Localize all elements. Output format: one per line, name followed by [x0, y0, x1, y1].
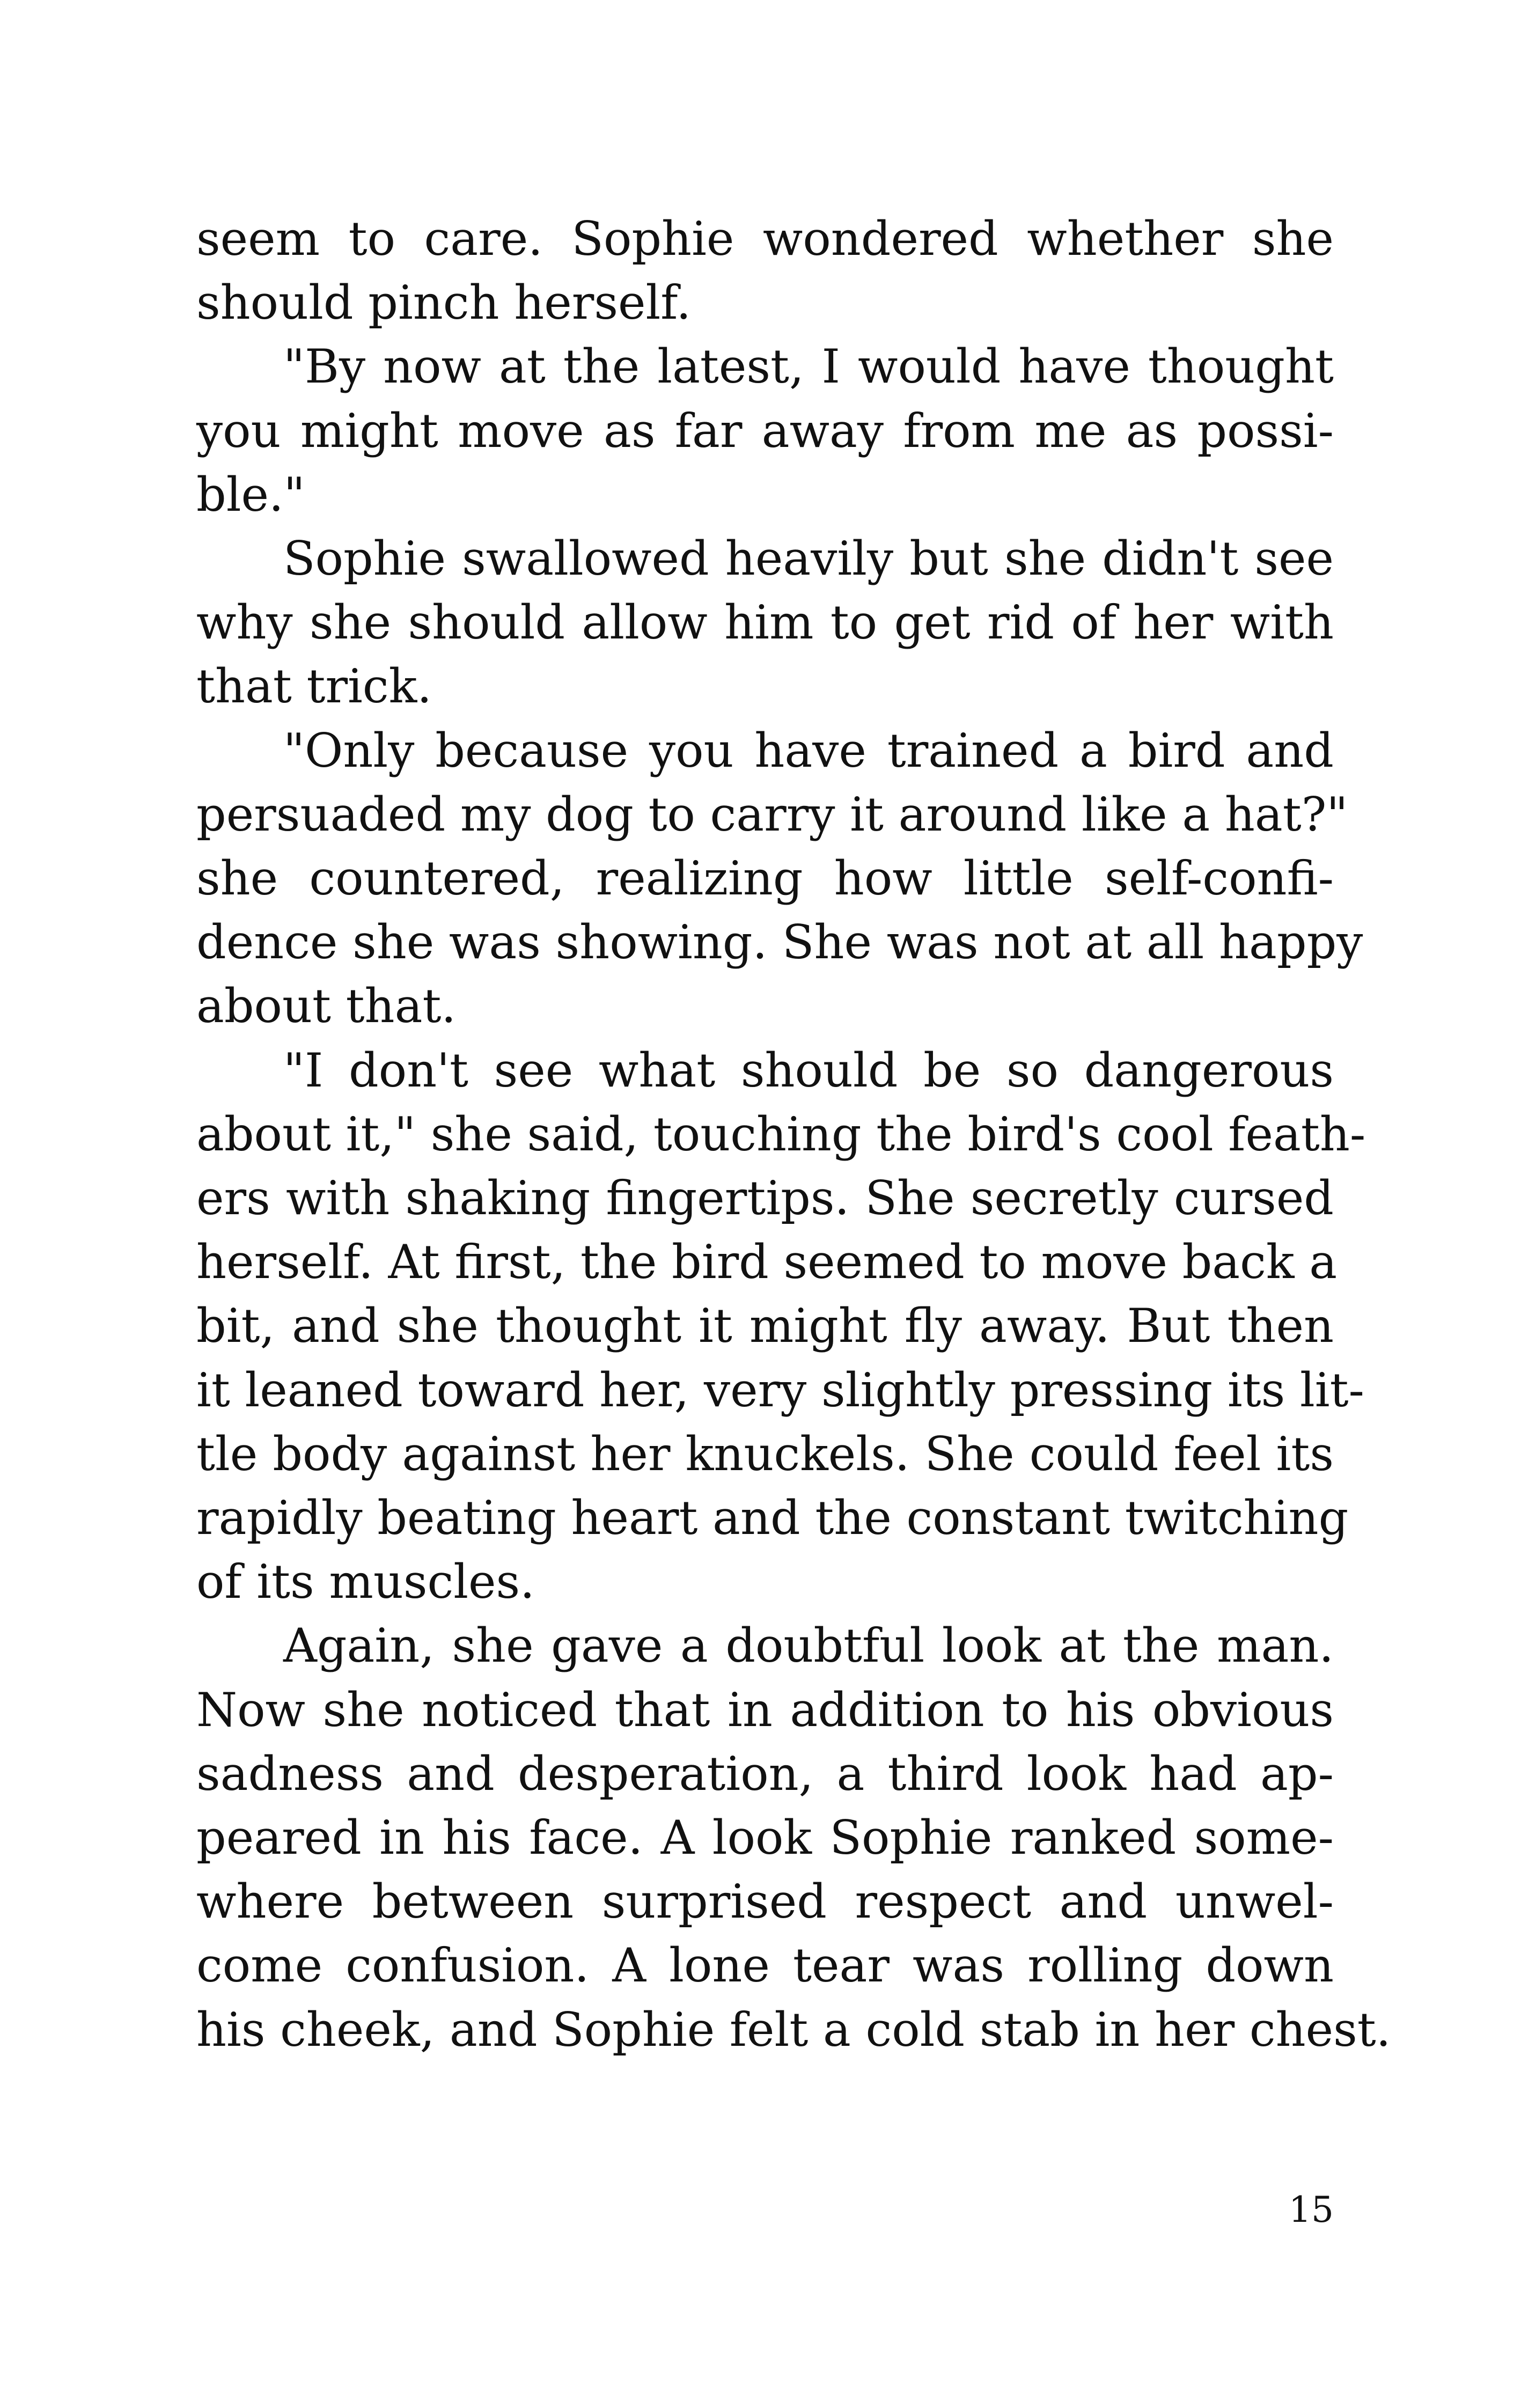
text-line: herself. At first, the bird seemed to move back a [196, 1235, 1338, 1290]
page-number: 15 [1289, 2189, 1334, 2230]
text-line: Now she noticed that in addition to his obvious [196, 1682, 1334, 1737]
text-line: ble." [196, 467, 305, 522]
text-line: "Only because you have trained a bird and [283, 723, 1334, 778]
paragraph [196, 1039, 1366, 1614]
text-line: of its muscles. [196, 1554, 535, 1610]
text-line: Again, she gave a doubtful look at the man. [283, 1618, 1334, 1673]
text-line: bit, and she thought it might fly away. But then [196, 1298, 1334, 1354]
text-line: come confusion. A lone tear was rolling down [196, 1938, 1334, 1993]
text-line: tle body against her knuckels. She could feel its [196, 1426, 1334, 1481]
text-line: "I don't see what should be so dangerous [283, 1043, 1334, 1098]
paragraph [196, 335, 1334, 527]
text-line: it leaned toward her, very slightly pressing its lit- [196, 1362, 1364, 1418]
text-line: peared in his face. A look Sophie ranked some- [196, 1810, 1334, 1866]
text-line: where between surprised respect and unwel- [196, 1874, 1334, 1929]
text-line: dence she was showing. She was not at all happy [196, 915, 1363, 970]
text-line: should pinch herself. [196, 275, 692, 331]
text-line: his cheek, and Sophie felt a cold stab in her chest. [196, 2002, 1391, 2057]
text-line: about that. [196, 979, 457, 1034]
paragraph [196, 719, 1363, 1039]
text-line: rapidly beating heart and the constant twitching [196, 1491, 1349, 1546]
paragraph [196, 1614, 1391, 2061]
body-text [196, 207, 1391, 2062]
text-line: ers with shaking fingertips. She secretly cursed [196, 1171, 1334, 1226]
paragraph [196, 207, 1334, 335]
text-line: she countered, realizing how little self-confi- [196, 851, 1334, 906]
text-line: why she should allow him to get rid of her with [196, 595, 1334, 650]
text-line: "By now at the latest, I would have thought [283, 339, 1334, 394]
text-line: persuaded my dog to carry it around like a hat?" [196, 787, 1348, 842]
paragraph [196, 527, 1334, 719]
text-line: Sophie swallowed heavily but she didn't see [283, 531, 1334, 586]
text-line: about it," she said, touching the bird's cool feath- [196, 1106, 1366, 1162]
text-line: that trick. [196, 659, 432, 714]
text-line: seem to care. Sophie wondered whether she [196, 211, 1334, 266]
text-line: you might move as far away from me as possi- [196, 403, 1334, 458]
text-line: sadness and desperation, a third look had ap- [196, 1746, 1334, 1801]
